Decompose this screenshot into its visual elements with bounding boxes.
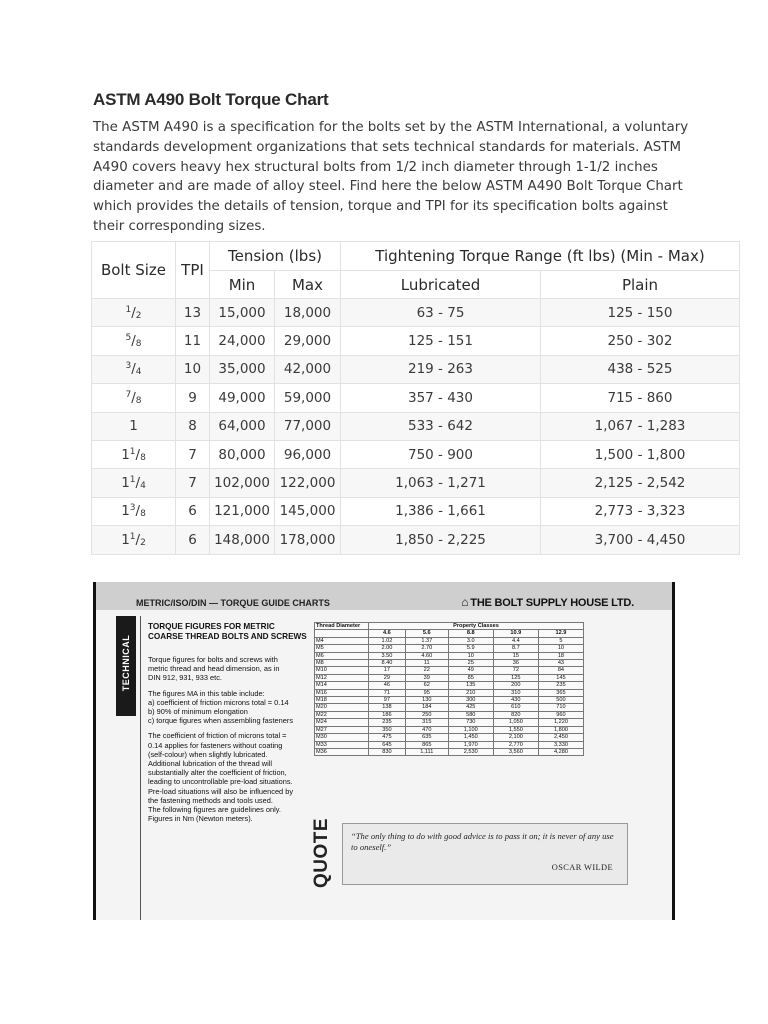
metric-torque-cell: 22 [405, 667, 448, 674]
metric-thread-cell: M30 [315, 734, 369, 741]
tpi-cell: 13 [176, 299, 210, 327]
fraction-slash: / [135, 446, 141, 463]
tpi-cell: 8 [176, 412, 210, 440]
technical-tab-label: TECHNICAL [121, 634, 131, 692]
tension-max-cell: 59,000 [275, 384, 341, 412]
plain-cell: 2,125 - 2,542 [541, 469, 740, 497]
quote-text: “The only thing to do with good advice is to pass it on; it is never of any use to oneself.” [351, 831, 614, 852]
metric-torque-cell: 1.02 [369, 637, 406, 644]
bolt-size-numerator: 3 [125, 361, 132, 372]
bolt-size-cell [92, 299, 176, 327]
metric-row [315, 674, 584, 681]
table-row [92, 355, 740, 383]
header-max: Max [275, 271, 341, 299]
metric-include-heading: The figures MA in this table include: [148, 688, 265, 698]
tension-max-cell: 29,000 [275, 327, 341, 355]
metric-torque-cell: 210 [448, 689, 493, 696]
metric-row [315, 704, 584, 711]
bolt-size-cell [92, 497, 176, 525]
bolt-size-whole: 1 [121, 446, 130, 463]
tension-max-cell: 178,000 [275, 526, 341, 554]
header-tpi: TPI [176, 242, 210, 299]
metric-torque-cell: 49 [448, 667, 493, 674]
metric-torque-cell: 1,111 [405, 748, 448, 755]
metric-thread-cell: M36 [315, 748, 369, 755]
metric-torque-cell: 310 [493, 689, 538, 696]
quote-box [342, 823, 628, 885]
header-bolt-size: Bolt Size [92, 242, 176, 299]
metric-row [315, 667, 584, 674]
metric-row [315, 748, 584, 755]
metric-header-blank [315, 630, 369, 637]
tension-max-cell: 96,000 [275, 440, 341, 468]
tension-max-cell: 18,000 [275, 299, 341, 327]
metric-header-thread: Thread Diameter [315, 623, 369, 630]
tension-max-cell: 122,000 [275, 469, 341, 497]
tension-min-cell: 24,000 [210, 327, 275, 355]
metric-torque-cell: 250 [405, 711, 448, 718]
bolt-size-denominator: 2 [135, 310, 142, 321]
plain-cell: 2,773 - 3,323 [541, 497, 740, 525]
metric-row [315, 697, 584, 704]
metric-torque-cell: 730 [448, 719, 493, 726]
tpi-cell: 9 [176, 384, 210, 412]
metric-torque-cell: 500 [538, 697, 583, 704]
metric-torque-cell: 18 [538, 652, 583, 659]
metric-row [315, 645, 584, 652]
sheet-title: METRIC/ISO/DIN — TORQUE GUIDE CHARTS [136, 598, 330, 608]
fraction-slash: / [131, 389, 136, 406]
metric-thread-cell: M6 [315, 652, 369, 659]
lubricated-cell: 1,850 - 2,225 [341, 526, 541, 554]
tension-min-cell: 148,000 [210, 526, 275, 554]
header-torque-range: Tightening Torque Range (ft lbs) (Min - Max) [341, 242, 740, 271]
bolt-size-whole: 1 [121, 531, 130, 548]
metric-class-header: 12.9 [538, 630, 583, 637]
metric-torque-cell: 15 [493, 652, 538, 659]
metric-torque-cell: 710 [538, 704, 583, 711]
metric-torque-cell: 29 [369, 674, 406, 681]
metric-torque-cell: 71 [369, 689, 406, 696]
metric-torque-cell: 95 [405, 689, 448, 696]
table-row [92, 526, 740, 554]
metric-torque-cell: 125 [493, 674, 538, 681]
plain-cell: 1,067 - 1,283 [541, 412, 740, 440]
table-row [92, 384, 740, 412]
bolt-size-denominator: 4 [135, 367, 142, 378]
metric-thread-cell: M33 [315, 741, 369, 748]
table-row [92, 469, 740, 497]
header-min: Min [210, 271, 275, 299]
company-logo [461, 595, 634, 609]
house-icon: ⌂ [461, 595, 469, 609]
metric-torque-cell: 610 [493, 704, 538, 711]
metric-torque-cell: 365 [538, 689, 583, 696]
tension-max-cell: 77,000 [275, 412, 341, 440]
quote-label-text: QUOTE [311, 817, 332, 888]
metric-thread-cell: M24 [315, 719, 369, 726]
metric-row [315, 741, 584, 748]
tpi-cell: 6 [176, 497, 210, 525]
metric-torque-cell: 84 [538, 667, 583, 674]
metric-row [315, 719, 584, 726]
metric-thread-cell: M20 [315, 704, 369, 711]
lubricated-cell: 1,063 - 1,271 [341, 469, 541, 497]
tension-min-cell: 49,000 [210, 384, 275, 412]
quote-author: OSCAR WILDE [551, 863, 613, 872]
metric-torque-cell: 43 [538, 660, 583, 667]
lubricated-cell: 533 - 642 [341, 412, 541, 440]
metric-torque-cell: 820 [493, 711, 538, 718]
bolt-size-cell [92, 327, 176, 355]
metric-torque-cell: 830 [369, 748, 406, 755]
header-lubricated: Lubricated [341, 271, 541, 299]
metric-guideline-note: The following figures are guidelines only. [148, 805, 281, 815]
tension-min-cell: 64,000 [210, 412, 275, 440]
metric-torque-cell: 186 [369, 711, 406, 718]
bolt-size-numerator: 3 [129, 503, 136, 514]
plain-cell: 3,700 - 4,450 [541, 526, 740, 554]
metric-torque-cell: 1.37 [405, 637, 448, 644]
metric-row [315, 689, 584, 696]
table-row [92, 497, 740, 525]
tension-min-cell: 80,000 [210, 440, 275, 468]
metric-torque-cell: 200 [493, 682, 538, 689]
metric-torque-cell: 135 [448, 682, 493, 689]
bolt-size-numerator: 1 [129, 531, 136, 542]
metric-torque-cell: 2,530 [448, 748, 493, 755]
metric-thread-cell: M22 [315, 711, 369, 718]
metric-torque-cell: 17 [369, 667, 406, 674]
metric-torque-cell: 4,280 [538, 748, 583, 755]
lubricated-cell: 125 - 151 [341, 327, 541, 355]
divider-line [140, 616, 141, 920]
metric-torque-cell: 350 [369, 726, 406, 733]
metric-torque-cell: 2,100 [493, 734, 538, 741]
metric-torque-cell: 8.7 [493, 645, 538, 652]
fraction-slash: / [135, 531, 141, 548]
bolt-size-cell [92, 526, 176, 554]
tpi-cell: 10 [176, 355, 210, 383]
metric-thread-cell: M16 [315, 689, 369, 696]
metric-torque-cell: 315 [405, 719, 448, 726]
metric-torque-cell: 10 [448, 652, 493, 659]
metric-torque-cell: 145 [538, 674, 583, 681]
bolt-size-numerator: 5 [125, 333, 132, 344]
metric-item-c: c) torque figures when assembling fasteners [148, 716, 294, 726]
metric-torque-cell: 97 [369, 697, 406, 704]
bolt-size-cell [92, 384, 176, 412]
tension-min-cell: 15,000 [210, 299, 275, 327]
metric-item-b: b) 90% of minimum elongation [148, 707, 248, 717]
bolt-size-numerator: 7 [125, 389, 132, 400]
tpi-cell: 11 [176, 327, 210, 355]
metric-torque-cell: 635 [405, 734, 448, 741]
lubricated-cell: 63 - 75 [341, 299, 541, 327]
bolt-size-cell [92, 412, 176, 440]
intro-paragraph: The ASTM A490 is a specification for the bolts set by the ASTM International, a voluntary standards development organizations that sets technical standards for materials. ASTM A490 covers heavy hex structural bolts from 1/2 inch diameter through 1-1/2 inches diameter and are made of alloy steel. Find here the below ASTM A490 Bolt Torque Chart which provides the details of tension, torque and TPI for its specification bolts against their corresponding sizes. [93, 120, 689, 234]
plain-cell: 125 - 150 [541, 299, 740, 327]
lubricated-cell: 357 - 430 [341, 384, 541, 412]
metric-class-header: 8.8 [448, 630, 493, 637]
tpi-cell: 6 [176, 526, 210, 554]
metric-row [315, 682, 584, 689]
metric-torque-cell: 46 [369, 682, 406, 689]
metric-torque-cell: 1,800 [538, 726, 583, 733]
metric-torque-cell: 1,970 [448, 741, 493, 748]
metric-torque-cell: 3,560 [493, 748, 538, 755]
fraction-slash: / [131, 304, 136, 321]
metric-item-a: a) coefficient of friction microns total = 0.14 [148, 697, 289, 707]
metric-torque-cell: 430 [493, 697, 538, 704]
metric-torque-cell: 39 [405, 674, 448, 681]
metric-torque-cell: 3.50 [369, 652, 406, 659]
bolt-size-whole: 1 [121, 503, 130, 520]
metric-torque-cell: 580 [448, 711, 493, 718]
metric-row [315, 734, 584, 741]
metric-thread-cell: M5 [315, 645, 369, 652]
metric-torque-cell: 5.9 [448, 645, 493, 652]
metric-row [315, 711, 584, 718]
table-row [92, 412, 740, 440]
bolt-size-whole: 1 [121, 475, 130, 492]
table-row [92, 299, 740, 327]
technical-tab [116, 616, 136, 716]
metric-thread-cell: M14 [315, 682, 369, 689]
metric-torque-cell: 1,050 [493, 719, 538, 726]
metric-thread-cell: M10 [315, 667, 369, 674]
metric-torque-cell: 8.40 [369, 660, 406, 667]
metric-torque-cell: 2,450 [538, 734, 583, 741]
bolt-size-denominator: 8 [140, 509, 146, 520]
tension-min-cell: 121,000 [210, 497, 275, 525]
metric-torque-cell: 5 [538, 637, 583, 644]
metric-torque-cell: 2.70 [405, 645, 448, 652]
fraction-slash: / [135, 475, 141, 492]
metric-torque-cell: 865 [405, 741, 448, 748]
metric-torque-cell: 1,100 [448, 726, 493, 733]
bolt-size-numerator: 1 [129, 475, 136, 486]
tension-min-cell: 102,000 [210, 469, 275, 497]
metric-thread-cell: M4 [315, 637, 369, 644]
metric-torque-cell: 4.60 [405, 652, 448, 659]
tpi-cell: 7 [176, 440, 210, 468]
metric-thread-cell: M18 [315, 697, 369, 704]
tension-max-cell: 145,000 [275, 497, 341, 525]
metric-torque-cell: 3,330 [538, 741, 583, 748]
metric-description [148, 655, 294, 823]
scanned-torque-guide-sheet [93, 582, 675, 920]
metric-row [315, 637, 584, 644]
metric-torque-table [314, 622, 584, 756]
metric-class-header: 5.6 [405, 630, 448, 637]
tension-max-cell: 42,000 [275, 355, 341, 383]
metric-torque-cell: 235 [369, 719, 406, 726]
bolt-size-numerator: 1 [125, 304, 132, 315]
tension-min-cell: 35,000 [210, 355, 275, 383]
metric-torque-cell: 184 [405, 704, 448, 711]
metric-heading: TORQUE FIGURES FOR METRIC COARSE THREAD BOLTS AND SCREWS [148, 622, 307, 641]
page-title: ASTM A490 Bolt Torque Chart [93, 90, 329, 109]
metric-thread-cell: M12 [315, 674, 369, 681]
metric-thread-cell: M8 [315, 660, 369, 667]
bolt-size-cell [92, 469, 176, 497]
metric-torque-cell: 470 [405, 726, 448, 733]
logo-text: THE BOLT SUPPLY HOUSE LTD. [470, 597, 634, 609]
metric-torque-cell: 425 [448, 704, 493, 711]
metric-torque-cell: 300 [448, 697, 493, 704]
fraction-slash: / [131, 361, 136, 378]
lubricated-cell: 1,386 - 1,661 [341, 497, 541, 525]
metric-torque-cell: 235 [538, 682, 583, 689]
metric-class-header: 10.9 [493, 630, 538, 637]
metric-torque-cell: 2,770 [493, 741, 538, 748]
metric-torque-cell: 25 [448, 660, 493, 667]
metric-friction-note: The coefficient of friction of microns total = 0.14 applies for fasteners without coating (self-colour) when slightly lubricated. Additional lubrication of the thread will substantially alter the coefficient of friction, leading to uncontrollable pre-load situations. Pre-load situations will also be influenced by the fastening methods and tools used. [148, 731, 294, 805]
metric-torque-cell: 11 [405, 660, 448, 667]
metric-torque-cell: 85 [448, 674, 493, 681]
bolt-size-denominator: 8 [140, 452, 146, 463]
bolt-size-denominator: 4 [140, 481, 146, 492]
metric-torque-cell: 3.0 [448, 637, 493, 644]
metric-torque-cell: 960 [538, 711, 583, 718]
lubricated-cell: 219 - 263 [341, 355, 541, 383]
metric-torque-cell: 475 [369, 734, 406, 741]
bolt-size-cell [92, 440, 176, 468]
quote-label [311, 817, 333, 888]
metric-thread-cell: M27 [315, 726, 369, 733]
metric-torque-cell: 1,220 [538, 719, 583, 726]
tpi-cell: 7 [176, 469, 210, 497]
plain-cell: 250 - 302 [541, 327, 740, 355]
metric-torque-cell: 62 [405, 682, 448, 689]
metric-torque-cell: 130 [405, 697, 448, 704]
metric-torque-cell: 36 [493, 660, 538, 667]
header-plain: Plain [541, 271, 740, 299]
metric-torque-cell: 10 [538, 645, 583, 652]
bolt-size-numerator: 1 [129, 446, 136, 457]
bolt-size-denominator: 2 [140, 537, 146, 548]
bolt-size-cell [92, 355, 176, 383]
fraction-slash: / [135, 503, 141, 520]
metric-torque-cell: 1,450 [448, 734, 493, 741]
plain-cell: 715 - 860 [541, 384, 740, 412]
bolt-size-whole: 1 [129, 418, 138, 435]
metric-torque-cell: 4.4 [493, 637, 538, 644]
metric-torque-cell: 138 [369, 704, 406, 711]
bolt-torque-table [91, 241, 740, 555]
bolt-size-denominator: 8 [135, 395, 142, 406]
metric-units-note: Figures in Nm (Newton meters). [148, 814, 253, 824]
plain-cell: 1,500 - 1,800 [541, 440, 740, 468]
metric-row [315, 652, 584, 659]
table-row [92, 440, 740, 468]
table-row [92, 327, 740, 355]
metric-torque-cell: 1,550 [493, 726, 538, 733]
metric-header-classes: Property Classes [369, 623, 584, 630]
metric-torque-cell: 72 [493, 667, 538, 674]
header-tension: Tension (lbs) [210, 242, 341, 271]
lubricated-cell: 750 - 900 [341, 440, 541, 468]
metric-row [315, 726, 584, 733]
metric-torque-cell: 2.00 [369, 645, 406, 652]
plain-cell: 438 - 525 [541, 355, 740, 383]
fraction-slash: / [131, 333, 136, 350]
metric-row [315, 660, 584, 667]
metric-class-header: 4.6 [369, 630, 406, 637]
metric-intro: Torque figures for bolts and screws with metric thread and head dimension, as in DIN 912, 931, 933 etc. [148, 655, 280, 683]
bolt-size-denominator: 8 [135, 339, 142, 350]
metric-torque-cell: 645 [369, 741, 406, 748]
